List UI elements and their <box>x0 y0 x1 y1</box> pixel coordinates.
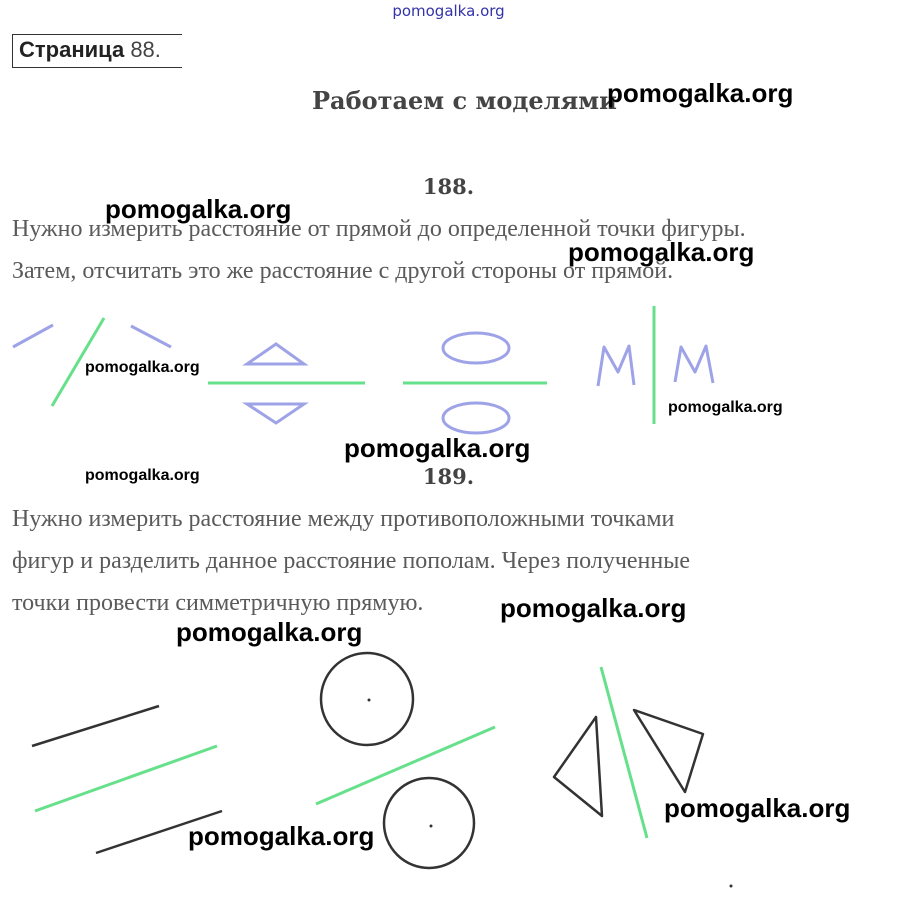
watermark-10: pomogalka.org <box>664 793 851 823</box>
watermark-1: pomogalka.org <box>607 78 794 108</box>
ellipse-bottom <box>443 403 509 433</box>
ellipse-top <box>443 333 509 363</box>
watermark-6: pomogalka.org <box>344 433 531 463</box>
watermark-7: pomogalka.org <box>85 467 200 484</box>
figure-188-triangles <box>208 344 365 423</box>
letter-m-left <box>598 346 634 386</box>
watermark-5: pomogalka.org <box>668 399 783 416</box>
stroke-left <box>13 325 53 347</box>
stray-dot <box>730 885 733 888</box>
circle-top-center <box>368 699 371 702</box>
triangle-bottom <box>247 404 304 423</box>
watermark-9: pomogalka.org <box>176 617 363 647</box>
task-189-line-1: Нужно измерить расстояние между противоположными точками <box>12 506 675 532</box>
symmetry-axis-line <box>35 746 217 811</box>
circle-top <box>321 653 413 745</box>
watermark-3: pomogalka.org <box>568 237 755 267</box>
task-188-line-2: Затем, отсчитать это же расстояние с другой стороны от прямой. <box>12 258 674 284</box>
triangle-right <box>634 710 703 792</box>
figure-188-ellipses <box>403 333 547 433</box>
circle-bottom-center <box>430 825 433 828</box>
letter-m-right <box>675 346 713 383</box>
task-188-line-1: Нужно измерить расстояние от прямой до определенной точки фигуры. <box>12 216 746 242</box>
task-number-188: 188. <box>422 174 475 199</box>
segment-top <box>32 706 159 746</box>
circle-bottom <box>384 778 474 868</box>
watermark-8: pomogalka.org <box>500 593 687 623</box>
page-number: 88. <box>130 37 161 62</box>
triangle-left <box>554 717 602 816</box>
site-header-watermark[interactable]: pomogalka.org <box>392 2 505 20</box>
section-title: Работаем с моделями <box>312 86 617 115</box>
page-word: Страница <box>19 37 125 62</box>
watermark-2: pomogalka.org <box>105 194 292 224</box>
task-189-line-2: фигур и разделить данное расстояние пополам. Через полученные <box>12 548 690 574</box>
symmetry-axis-line <box>601 667 647 838</box>
triangle-top <box>247 344 304 364</box>
task-number-189: 189. <box>422 464 475 489</box>
task-189-line-3: точки провести симметричную прямую. <box>12 590 424 616</box>
stroke-right <box>131 326 171 347</box>
watermark-4: pomogalka.org <box>85 359 200 376</box>
watermark-11: pomogalka.org <box>188 821 375 851</box>
